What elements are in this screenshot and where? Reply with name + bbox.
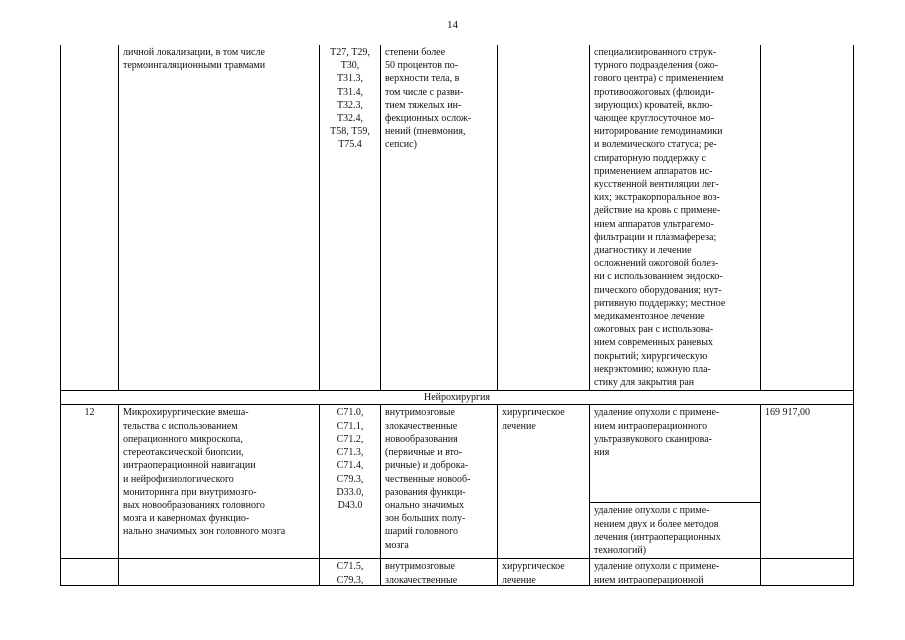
section-title: Нейрохирургия — [61, 391, 854, 405]
treatment-type-cell: хирургическое лечение — [498, 559, 590, 586]
table-row-12 — [61, 405, 854, 503]
medical-care-table — [60, 45, 854, 586]
icd-codes-cell: Т27, Т29, Т30, Т31.3, Т31.4, Т32.3, Т32.4, Т58, Т59, Т75.4 — [320, 45, 381, 391]
treatment-method-cell: удаление опухоли с приме- нением двух и более методов лечения (интраоперационных технологий) — [590, 503, 761, 559]
procedure-name-cell — [119, 559, 320, 586]
cost-cell — [761, 559, 854, 586]
treatment-method-cell: удаление опухоли с примене- нием интраоперационной — [590, 559, 761, 586]
table-row-continued — [61, 45, 854, 391]
procedure-name-cell: Микрохирургические вмеша- тельства с использованием операционного микроскопа, стереотаксической биопсии, интраоперационной навигации и нейрофизиологического мониторинга при внутримозго- вых новообразованиях головного мозга и каверномах функцио- нально значимых зон головного мозга — [119, 405, 320, 559]
treatment-method-cell: специализированного струк- турного подразделения (ожо- гового центра) с применением противоожоговых (флюиди- зирующих) кроватей, вклю- чающее круглосуточное мо- ниторирование гемодинамики и волемического статуса; ре- спираторную поддержку с применением аппаратов ис- кусственной вентиляции лег- ких; экстракорпоральное воз- действие на кровь с примене- нием аппаратов ультрагемо- фильтрации и плазмафереза; диагностику и лечение осложнений ожоговой болез- ни с использованием эндоско- пического оборудования; нут- ритивную поддержку; местное медикаментозное лечение ожоговых ран с использова- нием современных раневых покрытий; хирургическую некрэктомию; кожную пла- стику для закрытия ран — [590, 45, 761, 391]
icd-codes-cell: С71.5, С79.3, — [320, 559, 381, 586]
section-row — [61, 391, 854, 405]
procedure-name-cell: личной локализации, в том числе термоингаляционными травмами — [119, 45, 320, 391]
treatment-method-cell: удаление опухоли с примене- нием интраоперационного ультразвукового сканирова- ния — [590, 405, 761, 503]
row-number-cell — [61, 45, 119, 391]
row-number-cell: 12 — [61, 405, 119, 559]
treatment-type-cell: хирургическое лечение — [498, 405, 590, 559]
row-number-cell — [61, 559, 119, 586]
icd-codes-cell: С71.0, С71.1, С71.2, С71.3, С71.4, С79.3, D33.0, D43.0 — [320, 405, 381, 559]
treatment-type-cell — [498, 45, 590, 391]
table-row-next — [61, 559, 854, 586]
condition-cell: внутримозговые злокачественные — [381, 559, 498, 586]
condition-cell: внутримозговые злокачественные новообразования (первичные и вто- ричные) и доброка- чественные новооб- разования функци- онально значимых зон больших полу- шарий головного мозга — [381, 405, 498, 559]
page-number: 14 — [447, 19, 458, 31]
cost-cell: 169 917,00 — [761, 405, 854, 559]
cost-cell — [761, 45, 854, 391]
condition-cell: степени более 50 процентов по- верхности тела, в том числе с разви- тием тяжелых ин- фекционных ослож- нений (пневмония, сепсис) — [381, 45, 498, 391]
